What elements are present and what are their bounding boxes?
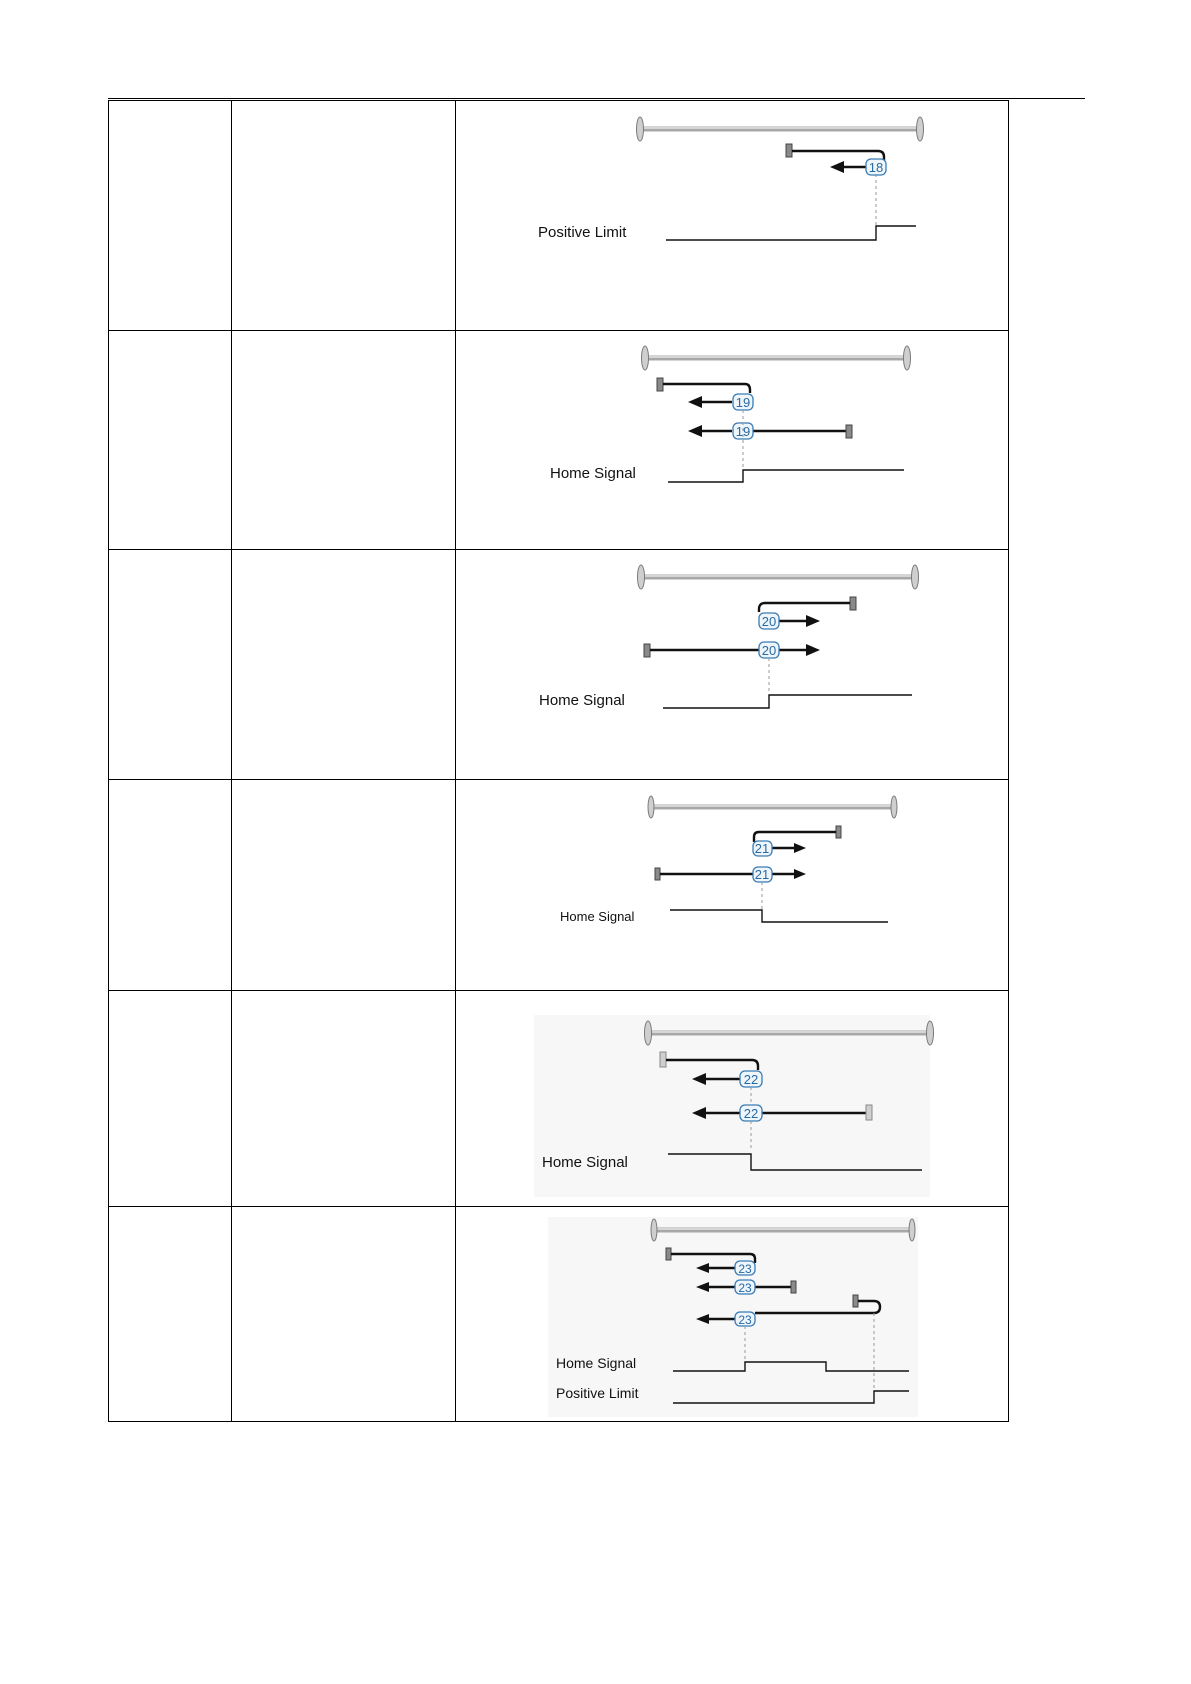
home-signal bbox=[663, 695, 912, 708]
method-badge bbox=[866, 159, 886, 175]
negative-end-stop bbox=[645, 1021, 652, 1045]
negative-end-stop bbox=[637, 117, 644, 141]
empty-cell bbox=[232, 991, 456, 1207]
homing-diagram-19 bbox=[456, 331, 1008, 549]
start-marker bbox=[657, 378, 663, 391]
empty-cell bbox=[109, 550, 232, 780]
motion-path bbox=[663, 384, 750, 393]
svg-text:19: 19 bbox=[735, 395, 751, 410]
homing-diagram-18 bbox=[456, 101, 1008, 330]
start-marker bbox=[836, 826, 841, 838]
homing-diagram-21 bbox=[456, 780, 1008, 990]
svg-text:22: 22 bbox=[743, 1106, 759, 1121]
positive-end-stop bbox=[917, 117, 924, 141]
negative-end-stop bbox=[638, 565, 645, 589]
homing-diagram-23 bbox=[456, 1207, 1008, 1421]
svg-text:21: 21 bbox=[754, 867, 770, 882]
start-marker bbox=[655, 868, 660, 880]
homing-diagram-20 bbox=[456, 550, 1008, 779]
home-signal bbox=[670, 910, 888, 922]
arrow-right-icon bbox=[806, 644, 820, 656]
signal-label: Positive Limit bbox=[556, 1385, 639, 1401]
home-signal bbox=[668, 470, 904, 482]
method-badge bbox=[753, 841, 772, 856]
svg-text:21: 21 bbox=[754, 841, 770, 856]
method-badge bbox=[735, 1312, 755, 1327]
method-badge bbox=[759, 642, 779, 658]
homing-diagram-22 bbox=[456, 991, 1008, 1206]
method-badge bbox=[740, 1071, 762, 1087]
svg-text:20: 20 bbox=[761, 643, 777, 658]
negative-end-stop bbox=[651, 1219, 657, 1241]
start-marker bbox=[786, 144, 792, 157]
start-marker bbox=[666, 1248, 671, 1260]
negative-end-stop bbox=[642, 346, 649, 370]
method-badge bbox=[735, 1280, 755, 1295]
svg-text:23: 23 bbox=[738, 1281, 752, 1295]
diagram-cell bbox=[456, 780, 1009, 991]
empty-cell bbox=[232, 1207, 456, 1422]
signal-label: Home Signal bbox=[542, 1154, 628, 1171]
method-badge bbox=[759, 613, 779, 629]
start-marker bbox=[850, 597, 856, 610]
empty-cell bbox=[232, 780, 456, 991]
arrow-right-icon bbox=[794, 843, 806, 853]
table-row bbox=[109, 1207, 1009, 1422]
signal-label: Home Signal bbox=[539, 692, 625, 709]
method-badge bbox=[733, 394, 753, 410]
table-row bbox=[109, 331, 1009, 550]
empty-cell bbox=[232, 101, 456, 331]
diagram-cell bbox=[456, 101, 1009, 331]
negative-end-stop bbox=[648, 796, 654, 818]
signal-label: Home Signal bbox=[550, 465, 636, 482]
arrow-right-icon bbox=[794, 869, 806, 879]
motion-path bbox=[759, 603, 850, 612]
signal-label: Positive Limit bbox=[538, 224, 627, 241]
svg-text:23: 23 bbox=[738, 1313, 752, 1327]
table-row bbox=[109, 991, 1009, 1207]
start-marker bbox=[660, 1052, 666, 1067]
diagram-cell bbox=[456, 550, 1009, 780]
start-marker bbox=[644, 644, 650, 657]
start-marker bbox=[791, 1281, 796, 1293]
positive-end-stop bbox=[927, 1021, 934, 1045]
signal-label: Home Signal bbox=[556, 1355, 637, 1371]
positive-end-stop bbox=[904, 346, 911, 370]
start-marker bbox=[846, 425, 852, 438]
svg-text:22: 22 bbox=[743, 1072, 759, 1087]
empty-cell bbox=[109, 331, 232, 550]
method-badge bbox=[753, 867, 772, 882]
method-badge bbox=[735, 1261, 755, 1276]
header-rule bbox=[108, 98, 1085, 99]
svg-text:19: 19 bbox=[735, 424, 751, 439]
arrow-left-icon bbox=[688, 425, 702, 437]
arrow-left-icon bbox=[830, 161, 844, 173]
positive-end-stop bbox=[891, 796, 897, 818]
arrow-right-icon bbox=[806, 615, 820, 627]
signal-label: Home Signal bbox=[560, 909, 635, 924]
empty-cell bbox=[109, 780, 232, 991]
svg-text:20: 20 bbox=[761, 614, 777, 629]
method-badge bbox=[740, 1105, 762, 1121]
empty-cell bbox=[109, 991, 232, 1207]
table-row bbox=[109, 101, 1009, 331]
empty-cell bbox=[232, 550, 456, 780]
svg-text:18: 18 bbox=[868, 160, 884, 175]
empty-cell bbox=[232, 331, 456, 550]
table-row bbox=[109, 550, 1009, 780]
positive-end-stop bbox=[912, 565, 919, 589]
empty-cell bbox=[109, 101, 232, 331]
homing-methods-table bbox=[108, 100, 1009, 1422]
arrow-left-icon bbox=[688, 396, 702, 408]
positive-limit-signal bbox=[666, 226, 916, 240]
table-row bbox=[109, 780, 1009, 991]
positive-end-stop bbox=[909, 1219, 915, 1241]
start-marker bbox=[866, 1105, 872, 1120]
diagram-cell bbox=[456, 331, 1009, 550]
diagram-cell bbox=[456, 991, 1009, 1207]
start-marker bbox=[853, 1295, 858, 1307]
svg-text:23: 23 bbox=[738, 1262, 752, 1276]
diagram-cell bbox=[456, 1207, 1009, 1422]
empty-cell bbox=[109, 1207, 232, 1422]
